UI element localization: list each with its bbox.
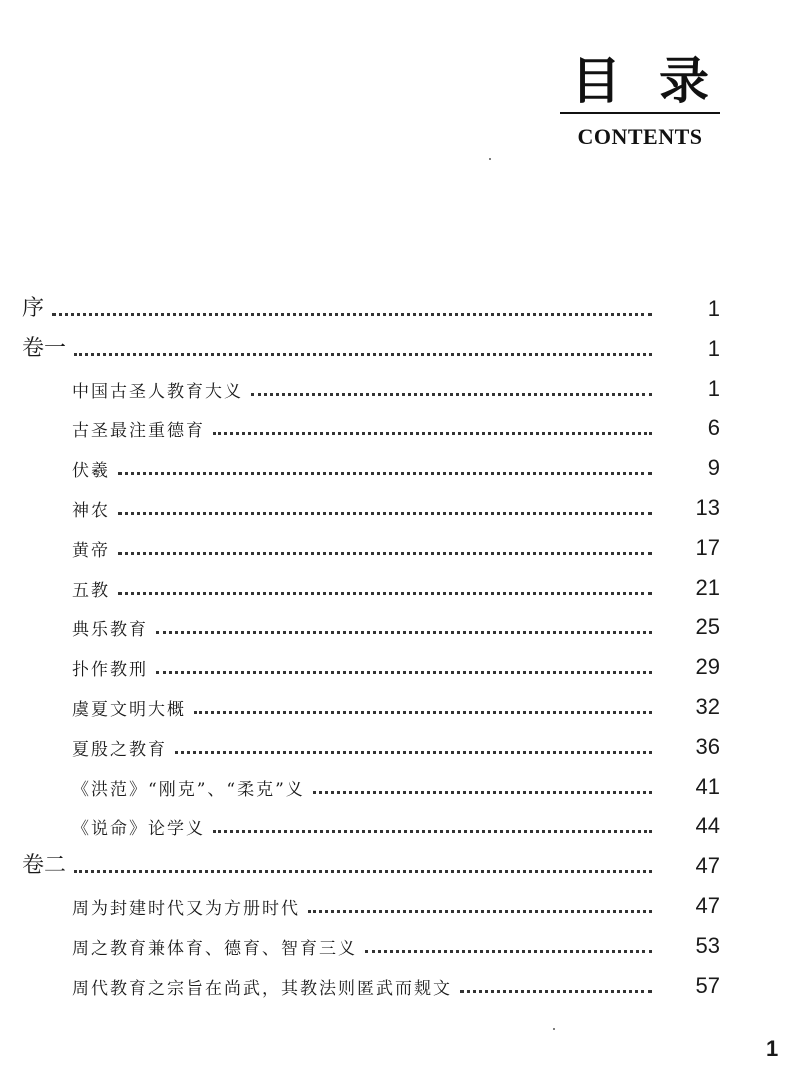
toc-entry[interactable]	[0, 799, 800, 839]
toc-entry[interactable]	[0, 720, 800, 760]
dot-leader	[460, 990, 652, 993]
toc-entry-title: 卷一	[22, 335, 67, 361]
dot-leader	[194, 711, 652, 714]
dot-leader	[365, 950, 652, 953]
dot-leader	[118, 552, 652, 555]
toc-entry-page: 13	[695, 495, 720, 520]
scan-speck	[553, 1028, 555, 1030]
toc-entry-title: 虞夏文明大概	[72, 700, 186, 720]
toc-entry[interactable]	[0, 521, 800, 561]
dot-leader	[175, 751, 652, 754]
toc-entry-title: 古圣最注重德育	[72, 421, 205, 442]
toc-entry-page: 6	[707, 415, 720, 441]
toc-entry-page: 41	[695, 773, 720, 799]
dot-leader	[313, 791, 652, 794]
toc-entry-page: 25	[695, 614, 720, 640]
toc-entry-page: 9	[707, 455, 720, 481]
toc-entry-page: 1	[707, 375, 720, 401]
toc-entry-title: 夏殷之教育	[72, 739, 167, 760]
toc-entry-title: 黄帝	[72, 540, 110, 561]
toc-entry-title: 周代教育之宗旨在尚武，其教法则匿武而觌文	[72, 978, 452, 999]
scan-speck	[489, 158, 491, 160]
page-title: 目录	[571, 52, 747, 110]
toc-entry[interactable]	[0, 959, 800, 999]
toc-entry[interactable]	[0, 680, 800, 720]
page-subtitle: CONTENTS	[577, 124, 703, 149]
dot-leader	[52, 313, 652, 316]
toc-entry-page: 32	[695, 694, 720, 719]
toc-entry[interactable]	[0, 879, 800, 919]
toc-entry-title: 周之教育兼体育、德育、智育三义	[72, 938, 357, 959]
toc-entry[interactable]	[0, 362, 800, 402]
dot-leader	[74, 870, 652, 873]
toc-entry-title: 典乐教育	[72, 620, 148, 641]
toc-entry-page: 17	[695, 534, 720, 560]
toc-entry-title: 《说命》论学义	[72, 819, 205, 840]
toc-entry-page: 21	[695, 574, 720, 600]
toc-entry-page: 44	[695, 813, 720, 839]
toc-entry-page: 47	[695, 893, 720, 918]
toc-entry-title: 五教	[72, 580, 110, 601]
dot-leader	[213, 432, 652, 435]
dot-leader	[118, 472, 652, 475]
toc-entry-title: 神农	[72, 501, 110, 521]
toc-entry-title: 《洪范》“刚克”、“柔克”义	[72, 779, 305, 800]
toc-entry-title: 伏羲	[72, 461, 110, 482]
toc-entry-page: 36	[695, 733, 720, 759]
toc-entry-page: 47	[695, 853, 720, 879]
toc-entry[interactable]	[0, 919, 800, 959]
contents-header	[560, 52, 747, 150]
toc-entry[interactable]	[0, 322, 800, 362]
title-rule	[560, 112, 720, 114]
toc-entry[interactable]	[0, 839, 800, 879]
dot-leader	[118, 592, 652, 595]
toc-entry[interactable]	[0, 441, 800, 481]
toc-entry-title: 扑作教刑	[72, 660, 148, 681]
toc-entry-title: 中国古圣人教育大义	[72, 381, 243, 402]
toc-entry-page: 29	[695, 654, 720, 680]
dot-leader	[308, 910, 652, 913]
dot-leader	[213, 830, 652, 833]
toc-entry[interactable]	[0, 600, 800, 640]
toc-entry[interactable]	[0, 401, 800, 441]
dot-leader	[118, 512, 652, 515]
page-number: 1	[766, 1036, 779, 1061]
toc-entry[interactable]	[0, 561, 800, 601]
dot-leader	[74, 353, 652, 356]
toc-entry[interactable]	[0, 760, 800, 800]
dot-leader	[156, 631, 652, 634]
toc-entry-title: 序	[22, 296, 45, 321]
toc-entry-page: 57	[695, 972, 720, 998]
toc-entry[interactable]	[0, 481, 800, 521]
dot-leader	[156, 671, 652, 674]
toc-entry-page: 1	[707, 296, 720, 321]
toc-entry-title: 卷二	[22, 853, 67, 879]
toc-entry-page: 53	[695, 932, 720, 958]
toc-entry-page: 1	[707, 335, 720, 361]
toc-entry[interactable]	[0, 282, 800, 322]
toc-entry-title: 周为封建时代又为方册时代	[72, 899, 300, 919]
dot-leader	[251, 393, 652, 396]
toc-entry[interactable]	[0, 640, 800, 680]
